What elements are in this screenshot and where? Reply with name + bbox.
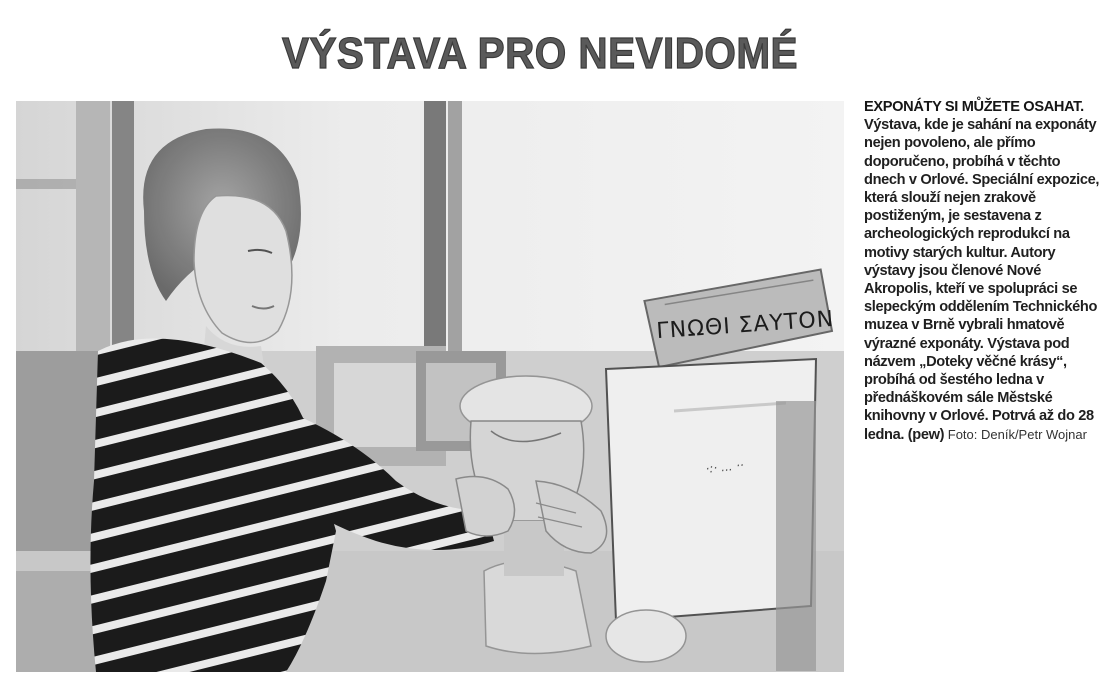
headline: VÝSTAVA PRO NEVIDOMÉ [282, 29, 799, 78]
photo-caption [864, 98, 1104, 444]
caption-lead: EXPONÁTY SI MŮŽETE OSAHAT. [864, 99, 1084, 115]
photo-credit: Foto: Deník/Petr Wojnar [944, 426, 1087, 442]
article-photo [16, 101, 844, 672]
svg-text:·:· ... ··: ·:· ... ·· [704, 458, 745, 476]
sign-inscription: ΓΝΩΘΙ ΣΑΥΤΟΝ [655, 306, 835, 345]
caption-body: Výstava, kde je sahání na exponáty nejen povoleno, ale přímo doporučeno, probíhá v těchto dnech v Orlové. Speciální expozice, která slouží nejen zrakově postiženým, je sestavena z archeologických reprodukcí na motivy starých kultur. Autory výstavy jsou členové Nové Akropolis, kteří ve spolupráci se slepeckým oddělením Technického muzea v Brně vybrali hmatově výrazné exponáty. Výstava pod názvem „Doteky věčné krásy“, probíhá od šestého ledna v přednáškovém sále Městské knihovny v Orlové. Potrvá až do 28 ledna. (pew) [864, 117, 1100, 443]
